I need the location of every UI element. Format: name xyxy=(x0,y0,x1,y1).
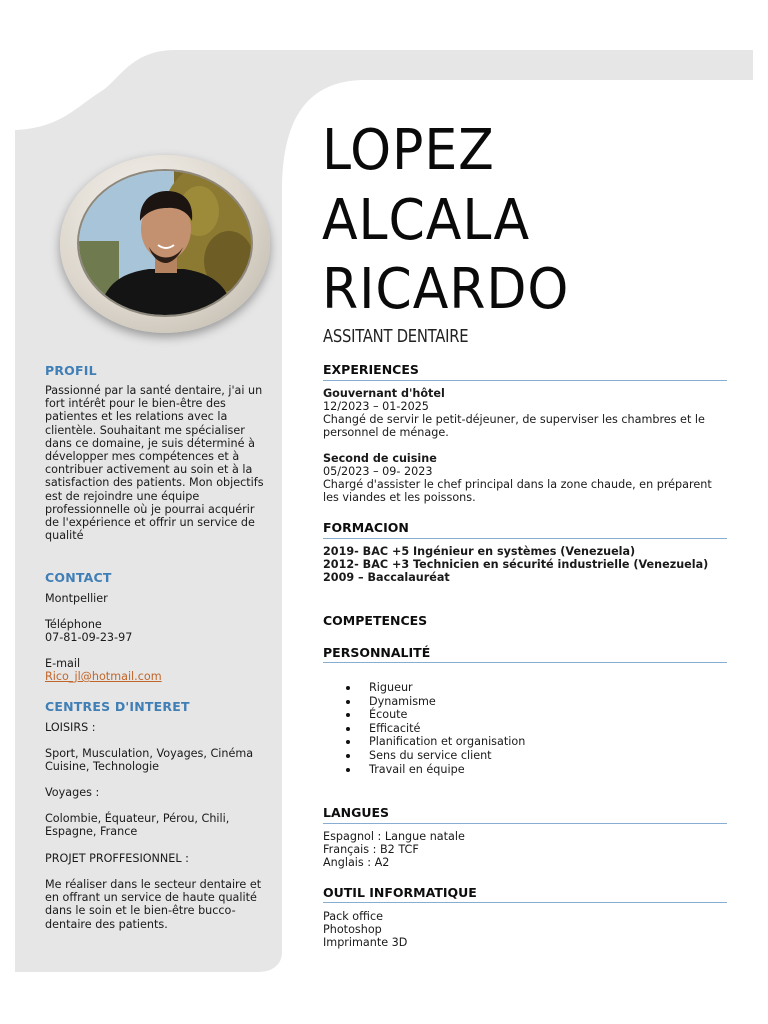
langues-rule xyxy=(323,823,727,824)
experience-2-desc: Chargé d'assister le chef principal dans la zone chaude, en préparent les viandes et les poissons. xyxy=(323,478,712,505)
personnalite-heading: PERSONNALITÉ xyxy=(323,645,431,660)
profil-text: Passionné par la santé dentaire, j'ai un fort intérêt pour le bien-être des patientes et les relations avec la clientèle. Souhaitant me spécialiser dans ce domaine, je suis déterminé à développer mes compétences et à contribuer activement au soin et à la satisfaction des patients. Mon objectifs est de rejoindre une équipe professionnelle où je pourrai acquérir de l'expérience et offrir un service de qualité xyxy=(45,384,264,543)
list-item: Rigueur xyxy=(323,681,525,695)
list-item: Efficacité xyxy=(323,722,525,736)
list-item: Écoute xyxy=(323,708,525,722)
interests-heading: CENTRES D'INTERET xyxy=(45,699,190,714)
voyages-text: Colombie, Équateur, Pérou, Chili, Espagne, France xyxy=(45,812,230,839)
formation-rule xyxy=(323,538,727,539)
personnalite-rule xyxy=(323,662,727,663)
contact-phone-label: Téléphone xyxy=(45,618,102,631)
outil-item-2: Photoshop xyxy=(323,923,382,936)
name-line-1: LOPEZ xyxy=(322,118,495,183)
list-item: Planification et organisation xyxy=(323,735,525,749)
contact-email-link[interactable]: Rico_jl@hotmail.com xyxy=(45,670,162,683)
profil-heading: PROFIL xyxy=(45,363,97,378)
langue-item-1: Espagnol : Langue natale xyxy=(323,830,465,843)
langue-item-2: Français : B2 TCF xyxy=(323,843,419,856)
name-line-2: ALCALA xyxy=(322,188,531,253)
experience-2-dates: 05/2023 – 09- 2023 xyxy=(323,465,433,478)
outil-item-3: Imprimante 3D xyxy=(323,936,408,949)
outil-rule xyxy=(323,902,727,903)
formation-item-3: 2009 – Baccalauréat xyxy=(323,571,450,584)
experiences-rule xyxy=(323,380,727,381)
voyages-label: Voyages : xyxy=(45,786,100,799)
list-item: Travail en équipe xyxy=(323,763,525,777)
projet-text: Me réaliser dans le secteur dentaire et en offrant un service de haute qualité dans le soin et le bien-être bucco-dentaire des patients. xyxy=(45,878,262,931)
job-title: ASSITANT DENTAIRE xyxy=(323,326,469,347)
competences-heading: COMPETENCES xyxy=(323,613,428,628)
experience-1-dates: 12/2023 – 01-2025 xyxy=(323,400,429,413)
formation-item-2: 2012- BAC +3 Technicien en sécurité industrielle (Venezuela) xyxy=(323,558,709,571)
personnalite-list xyxy=(323,681,525,776)
list-item: Sens du service client xyxy=(323,749,525,763)
contact-phone: 07-81-09-23-97 xyxy=(45,631,133,644)
contact-heading: CONTACT xyxy=(45,570,112,585)
projet-label: PROJET PROFFESIONNEL : xyxy=(45,852,189,865)
loisirs-label: LOISIRS : xyxy=(45,721,96,734)
loisirs-text: Sport, Musculation, Voyages, Cinéma Cuisine, Technologie xyxy=(45,747,254,774)
profile-photo xyxy=(60,155,270,333)
name-line-3: RICARDO xyxy=(322,257,570,322)
contact-email-label: E-mail xyxy=(45,657,81,670)
contact-city: Montpellier xyxy=(45,592,108,605)
formation-item-1: 2019- BAC +5 Ingénieur en systèmes (Venezuela) xyxy=(323,545,636,558)
outil-heading: OUTIL INFORMATIQUE xyxy=(323,885,477,900)
portrait-image xyxy=(79,171,251,315)
experience-1-title: Gouvernant d'hôtel xyxy=(323,387,445,400)
experience-2-title: Second de cuisine xyxy=(323,452,437,465)
langue-item-3: Anglais : A2 xyxy=(323,856,390,869)
experience-1-desc: Changé de servir le petit-déjeuner, de superviser les chambres et le personnel de ménage. xyxy=(323,413,705,440)
experiences-heading: EXPERIENCES xyxy=(323,362,419,377)
langues-heading: LANGUES xyxy=(323,805,390,820)
outil-item-1: Pack office xyxy=(323,910,383,923)
list-item: Dynamisme xyxy=(323,695,525,709)
formation-heading: FORMACION xyxy=(323,520,409,535)
